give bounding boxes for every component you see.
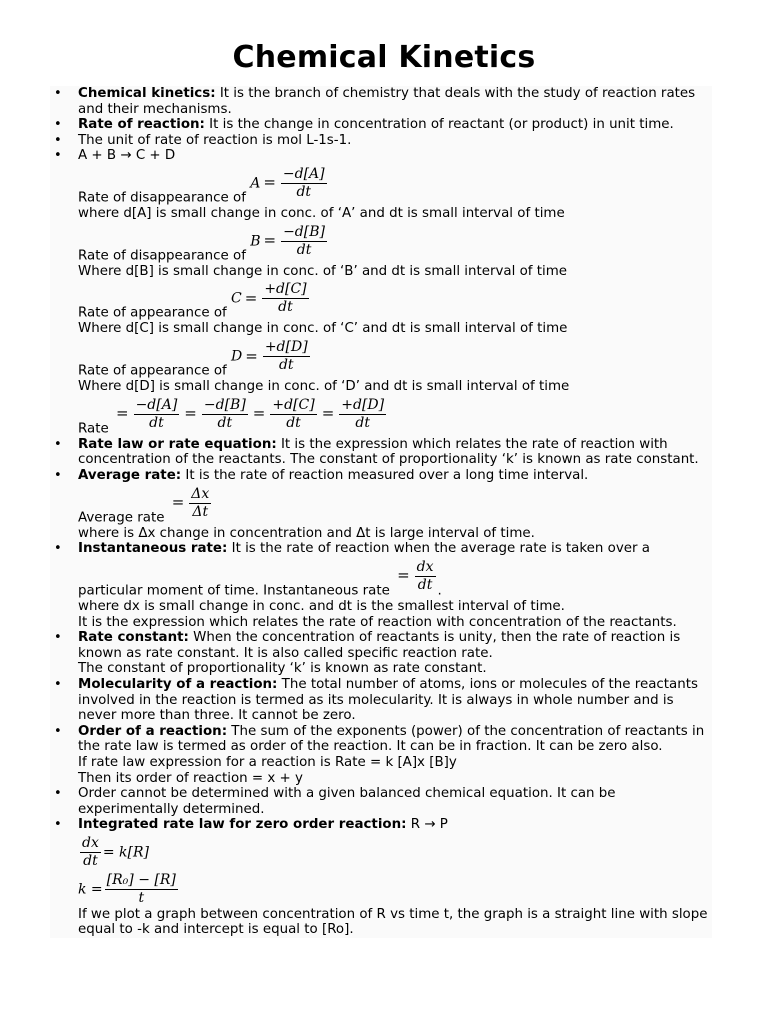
rate-note: where d[A] is small change in conc. of ‘A’ and dt is small interval of time (78, 206, 565, 222)
definition: It is the branch of chemistry that deals with the study of reaction rates and their mechanisms. (78, 86, 696, 117)
formula-label: Average rate (78, 510, 165, 526)
rate-row-d: Rate of appearance of D = $\frac{+d[D]}{dt}$ (78, 339, 308, 379)
fraction: $\frac{-d[A]}{dt}$ (135, 396, 178, 431)
fraction: $\frac{dx}{dt}$ (82, 834, 99, 869)
term: Molecularity of a reaction: (78, 676, 278, 692)
bullet-list (50, 86, 712, 938)
list-item-integrated-rate-law (50, 817, 712, 938)
list-item-rate-of-reaction (50, 117, 712, 133)
definition-note: If rate law expression for a reaction is Rate = k [A]x [B]y (78, 754, 457, 770)
term: Instantaneous rate: (78, 541, 228, 557)
average-rate-formula: Average rate = $\frac{\Delta x}{\Delta t}$ (78, 485, 210, 526)
list-item-molecularity (50, 677, 712, 724)
fraction: $\frac{+d[D]}{dt}$ (264, 339, 308, 374)
definition: • The unit of rate of reaction is mol L-1s-1. (78, 132, 352, 148)
rate-label: Rate of disappearance of (78, 248, 246, 264)
overall-rate-row: Rate = $\frac{-d[A]}{dt}$ = $\frac{-d[B]}{dt}$ = $\frac{+d[C]}{dt}$ = $\frac{+d[D]}{dt}$ (78, 396, 385, 437)
fraction: $\frac{\Delta x}{\Delta t}$ (191, 485, 210, 520)
definition: It is the rate of reaction when the average rate is taken over a (227, 541, 650, 557)
list-item-unit (50, 133, 712, 149)
definition: When the concentration of reactants is unity, then the rate of reaction is known as rate constant. It is also called specific reaction rate. (78, 630, 681, 661)
rate-row-c: Rate of appearance of C = $\frac{+d[C]}{dt}$ (78, 281, 307, 321)
list-item-reaction-equation (50, 148, 712, 436)
definition: The total number of atoms, ions or molecules of the reactants involved in the reaction is termed as its molecularity. It is always in whole number and is never more than three. It cannot be zero. (78, 676, 698, 724)
formula-rhs: = k[R] (102, 844, 149, 861)
term: Chemical kinetics: (78, 86, 216, 101)
species-symbol: C (231, 290, 242, 307)
zero-order-differential (78, 833, 712, 870)
term: Rate of reaction: (78, 117, 205, 133)
term: Integrated rate law for zero order reaction: (78, 817, 407, 833)
term: Average rate: (78, 468, 182, 483)
fraction: $\frac{-d[B]}{dt}$ (283, 223, 325, 258)
list-item-average-rate (50, 468, 712, 541)
definition: It is the expression which relates the rate of reaction with concentration of the reactants. The constant of proportionality ‘k’ is known as rate constant. (78, 436, 699, 468)
rate-label: Rate (78, 421, 109, 437)
page-title: Chemical Kinetics (232, 40, 536, 75)
list-item-chemical-kinetics (50, 86, 712, 117)
definition: It is the rate of reaction measured over a long time interval. (181, 468, 589, 483)
formula-note: where dx is small change in conc. and dt is the smallest interval of time. (78, 598, 565, 614)
notes-body (50, 86, 712, 938)
formula-note: where is Δx change in concentration and Δt is large interval of time. (78, 525, 535, 541)
reaction-text: • A + B → C + D (78, 148, 176, 164)
fraction: $\frac{\text{[R₀] − [R]}}{t}$ (106, 871, 176, 906)
list-item-rate-constant (50, 630, 712, 677)
fraction: $\frac{+d[C]}{dt}$ (264, 281, 307, 316)
list-item-instantaneous-rate (50, 541, 712, 630)
rate-label: Rate of appearance of (78, 363, 227, 379)
term: Order of a reaction: (78, 723, 228, 739)
list-item-rate-law (50, 437, 712, 468)
list-item-order (50, 724, 712, 786)
formula-label: particular moment of time. Instantaneous rate (78, 583, 390, 599)
species-symbol: D (231, 348, 243, 365)
fraction: $\frac{+d[C]}{dt}$ (272, 396, 315, 431)
rate-note: Where d[C] is small change in conc. of ‘C’ and dt is small interval of time (78, 321, 568, 337)
formula-lhs: k = (78, 881, 103, 898)
term: Rate law or rate equation: (78, 436, 277, 452)
fraction: $\frac{dx}{dt}$ (416, 558, 434, 593)
rate-label: Rate of disappearance of (78, 190, 246, 206)
definition-note: Then its order of reaction = x + y (78, 770, 303, 786)
graph-note: If we plot a graph between concentration of R vs time t, the graph is a straight line with slope equal to -k and intercept is equal to [Ro]. (78, 906, 708, 938)
definition: R → P (406, 817, 448, 833)
definition-note: The constant of proportionality ‘k’ is known as rate constant. (78, 661, 487, 677)
definition: The sum of the exponents (power) of the concentration of reactants in the rate law is termed as order of the reaction. It can be in fraction. It can be zero also. (78, 723, 705, 755)
instantaneous-rate-formula: particular moment of time. Instantaneous rate = $\frac{dx}{dt}$ . (78, 558, 442, 599)
species-symbol: B (250, 233, 261, 250)
list-item-order-note (50, 786, 712, 817)
term: Rate constant: (78, 630, 189, 646)
rate-label: Rate of appearance of (78, 305, 227, 321)
rate-row-b: Rate of disappearance of B = $\frac{-d[B]}{dt}$ (78, 223, 325, 264)
formula-note: It is the expression which relates the rate of reaction with concentration of the reactants. (78, 614, 677, 630)
rate-note: Where d[D] is small change in conc. of ‘D’ and dt is small interval of time (78, 379, 570, 395)
definition: It is the change in concentration of reactant (or product) in unit time. (204, 117, 674, 133)
rate-note: Where d[B] is small change in conc. of ‘B’ and dt is small interval of time (78, 263, 568, 279)
species-symbol: A (250, 175, 261, 192)
fraction: $\frac{+d[D]}{dt}$ (341, 396, 385, 431)
fraction: $\frac{-d[A]}{dt}$ (282, 165, 325, 200)
fraction: $\frac{-d[B]}{dt}$ (203, 396, 246, 431)
zero-order-constant (78, 870, 712, 907)
definition: • Order cannot be determined with a given balanced chemical equation. It can be experimentally determined. (78, 786, 616, 817)
rate-row-a: Rate of disappearance of A = $\frac{-d[A]}{dt}$ (78, 165, 325, 206)
